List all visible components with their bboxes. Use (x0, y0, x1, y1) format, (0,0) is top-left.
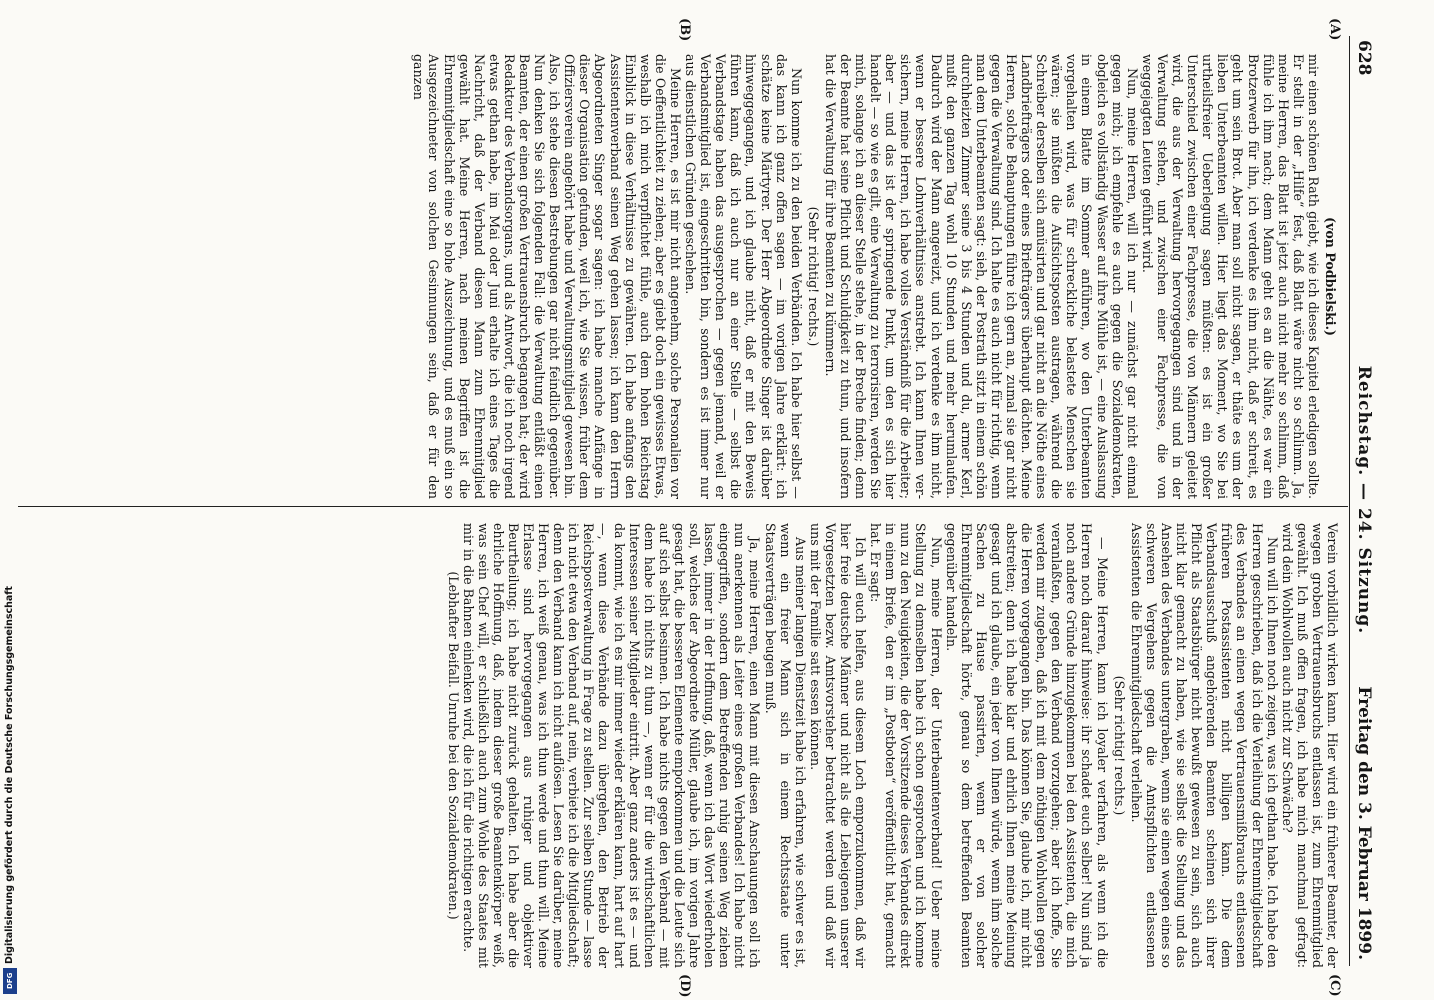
running-title: Reichstag. — 24. Sitzung. (1354, 365, 1374, 635)
right-column (445, 523, 1340, 968)
dfg-logo-icon: DFG (3, 968, 17, 994)
paragraph: — Meine Herren, kann ich loyaler verfahren, als wenn ich die Herren noch darauf hinweise: ihr schadet euch selber! Nun sind ja noch andere Gründe hinzugekommen bei den Assistenten, die mich veranlaßten, gegen den Verband vorzugehen; aber ich hoffe, Sie werden mir zugeben, daß ich mit dem nöthigen Wohlwollen gegen die Herren vorgegangen bin. Das können Sie, glaube ich, mir nicht abstreiten; denn ich habe klar und ehrlich Ihnen meine Meinung gesagt und ich glaube, ein jeder von Ihnen würde, wenn ihm solche Sachen zu Hause passirten, wenn er von solcher Ehrenmitgliedschaft hörte, genau so dem betreffenden Beamten gegenüber handeln. (943, 523, 1110, 968)
paragraph: Nun, meine Herren, der Unterbeamtenverband! Ueber meine Stellung zu demselben habe ich schon gesprochen und ich komme nun zu den Neuigkeiten, die der Vorsitzende dieses Verbandes direkt in einem Briefe, den er im „Postboten“ veröffentlicht hat, gemacht hat. Er sagt: (868, 523, 944, 968)
speaker-name: (von Podbielski.) (1323, 217, 1338, 336)
interjection: (Sehr richtig! rechts.) (1111, 675, 1127, 816)
page-number: 628 (1354, 40, 1374, 76)
paragraph: Verein vorbildlich wirken kann. Hier wird ein früherer Beamter, der wegen groben Vertrauensbruchs entlassen ist, zum Ehrenmitglied gewählt. Ich muß offen fragen, ich habe mich manchmal gefragt: wird dein Wohlwollen auch nicht zur Schwäche? (1279, 523, 1340, 968)
margin-marker-c: (C) (1327, 974, 1342, 997)
session-date: Freitag den 3. Februar 1899. (1354, 686, 1374, 960)
column-divider (18, 506, 1348, 507)
paragraph: Meine Herren, es ist mir nicht angenehm, solche Personalien vor die Oeffentlichkeit zu ziehen; aber es giebt doch ein gewisses Etwas, weshalb ich mich verpflichtet fühle, auch dem hohen Reichstag Einblick in diese Verhältnisse zu gewähren. Ich habe anfangs den Assistentenverband seinen Weg gehen lassen; ich kann den Herrn Abgeordneten Singer sogar sagen: ich habe manche Anfänge in dieser Organisation gefunden, weil ich, wie Sie wissen, früher dem Offiziersverein angehört habe und Verwaltungsmitglied gewesen bin. Also, ich stehe diesen Bestrebungen gar nicht feindlich gegenüber. Nun denken Sie sich folgenden Fall: die Verwaltung entläßt einen Beamten, der einen großen Vertrauensbruch begangen hat; der wird Redakteur des Verbandsorgans, und als Antwort, die ich noch irgend etwas gethan habe, im Mai oder Juni erhalte ich eines Tages die Nachricht, daß der Verband diesen Mann zum Ehrenmitglied gewählt hat. Meine Herren, nach meinen Begriffen ist die Ehrenmitgliedschaft eine so hohe Auszeichnung, und es muß ein so Ausgezeichneter von solchen Gesinnungen sein, daß er für den ganzen (411, 54, 683, 499)
closing-reaction: (Lebhafter Beifall. Unruhe bei den Sozialdemokraten.) (445, 571, 461, 920)
quotation: Aus meiner langen Dienstzeit habe ich erfahren, wie schwer es ist, wenn ein freier Mann sich in einem Rechtsstaate unter Staatsverträgen beugen muß. (762, 523, 808, 968)
interjection: (Sehr richtig! rechts.) (805, 206, 821, 347)
paragraph: Nun komme ich zu den beiden Verbänden. Ich habe hier selbst — das kann ich ganz offen sagen — im vorigen Jahre erklärt: ich schätze keine Märtyrer. Der Herr Abgeordnete Singer ist darüber hinweggegangen, und ich glaube nicht, daß er mit den Beweis führen kann, daß ich auch nur an einer Stelle — selbst die Verbandstage haben das ausgesprochen — gegen jemand, weil er Verbandsmitglied ist, eingeschritten bin, sondern es ist immer nur aus dienstlichen Gründen geschehen. (683, 54, 804, 499)
credit-text: Digitalisierung gefördert durch die Deutsche Forschungsgemeinschaft (4, 586, 15, 964)
header-rule (1349, 36, 1350, 966)
left-column (411, 54, 1340, 499)
paragraph: mir einen schönen Rath giebt, wie ich dieses Kapitel erledigen sollte. Er stellt in der „Hilfe“ fest, daß Blatt wäre nicht so schlimm. Ja, meine Herren, das Blatt ist jetzt auch nicht mehr so schlimm, daß fühle ich ihm nach; dem Mann geht es an die Nähte, es war ein Brotzerwerb für ihn, ich verdenke es ihm nicht, daß er schreit, es geht um sein Brot. Aber man soll nicht sagen, er thäte es um der lieben Unterbeamten willen. Hier liegt das Moment, wo Sie bei urtheilsfreier Ueberlegung sagen müßten: es ist ein großer Unterschied zwischen einer Fachpresse, die von Männern geleitet wird, die aus der Verwaltung hervorgegangen sind und in der Verwaltung stehen, und zwischen einer Fachpresse, die von weggejagten Leuten geführt wird. (1139, 54, 1321, 499)
paragraph: Nun, meine Herren, will ich nur — zunächst gar nicht einmal gegen mich; ich empfehle es auch gegen die Sozialdemokraten, obgleich es vollständig Wasser auf ihre Mühle ist, — eine Auslassung in einem Blatte im Sommer anführen, wo den Unterbeamten vorgehalten wird, was für schreckliche belastete Menschen sie wären; sie müßten die Aufsichtsposten austragen, während die Schreiber derselben sich amüsirten und gar nicht an die Nöthe eines Landbriefträgers oder eines Briefträgers überhaupt dächten. Meine Herren, solche Behauptungen führe ich gern an, zumal sie gar nicht gegen die Verwaltung sind. Ich halte es auch nicht für richtig, wenn man dem Unterbeamten sagt: sieh, der Postrath sitzt in einem schön durchheizten Zimmer seine 3 bis 4 Stunden und du, armer Kerl, mußt den ganzen Tag wohl 10 Stunden und mehr herumlaufen. Dadurch wird der Mann angereizt, und ich verdenke es ihm nicht, wenn er bessere Lohnverhältnisse anstrebt. Ich kann Ihnen versichern, meine Herren, ich habe volles Verständniß für die Arbeiter; aber — und das ist der springende Punkt, um den es sich hier handelt — so wie es gilt, eine Verwaltung zu terrorisiren, werden Sie mich, solange ich an dieser Stelle stehe, in der Breche finden; denn der Beamte hat seine Pflicht und Schuldigkeit zu thun, und insofern hat die Verwaltung für ihre Beamten zu kümmern. (822, 54, 1140, 499)
margin-marker-a: (A) (1327, 18, 1342, 41)
document-page (12, 0, 1382, 1000)
quotation: Ich will euch helfen, aus diesem Loch emporzukommen, daß wir hier freie deutsche Männer und nicht als die Leibeigenen unserer Vorgesetzten bezw. Amtsvorsteher betrachtet werden und daß wir uns mit der Familie satt essen können. (807, 523, 869, 968)
margin-marker-d: (D) (677, 974, 692, 998)
paragraph: Ja, meine Herren, einen Mann mit diesen Anschauungen soll ich nun anerkennen als Leiter eines großen Verbandes! Ich habe nicht eingegriffen, sondern dem Betreffenden ruhig seinen Weg ziehen lassen, immer in der Hoffnung, daß, wenn ich das Wort wiederholen soll, welches der Abgeordnete Müller, glaube ich, im vorigen Jahre gesagt hat, die besseren Elemente emporkommen und die Leute sich auf sich selbst besinnen. Ich habe nichts gegen den Verband — mit dem habe ich nichts zu thun —, wenn er für die wirthschaftlichen Interessen seiner Mitglieder eintritt. Aber ganz anders ist es — und da kommt, wie ich es mir immer wieder erklären kann, hart auf hart —, wenn diese Verbände dazu übergehen, den Betrieb der Reichspostverwaltung in Frage zu stellen. Zur selben Stunde — lasse ich nicht etwa den Verband auf, nein, verbiete ich die Mitgliedschaft; denn den Verband kann ich nicht auflösen. Lesen Sie darüber, meine Herren, ich weiß genau, was ich thun werde und thun will. Meine Erlasse sind hervorgegangen aus ruhiger und objektiver Beurtheilung; ich habe nicht zurück gehalten. Ich habe aber die ehrliche Hoffnung, daß, indem dieser große Beamtenkörper weiß, was sein Chef will, er schließlich auch zum Wohle des Staates mit mir in die Bahnen einlenken wird, die ich für die richtigen erachte. (460, 523, 763, 968)
paragraph: Nun will ich Ihnen noch zeigen, was ich gethan habe. Ich habe den Herren geschrieben, daß ich die Verleihung der Ehrenmitgliedschaft des Verbandes an einen wegen Vertrauensmißbrauchs entlassenen früheren Postassistenten nicht billigen kann. Die dem Verbandsausschuß angehörenden Beamten scheinen sich ihrer Pflicht als Staatsbürger nicht bewußt gewesen zu sein, sich auch nicht klar gemacht zu haben, wie sie selbst die Stellung und das Ansehen des Verbandes untergraben, wenn sie einen wegen eines so schweren Vergehens gegen die Amtspflichten entlassenen Assistenten die Ehrenmitgliedschaft verleihen. (1128, 523, 1280, 968)
page-header (1350, 40, 1376, 960)
margin-marker-b: (B) (677, 18, 692, 42)
